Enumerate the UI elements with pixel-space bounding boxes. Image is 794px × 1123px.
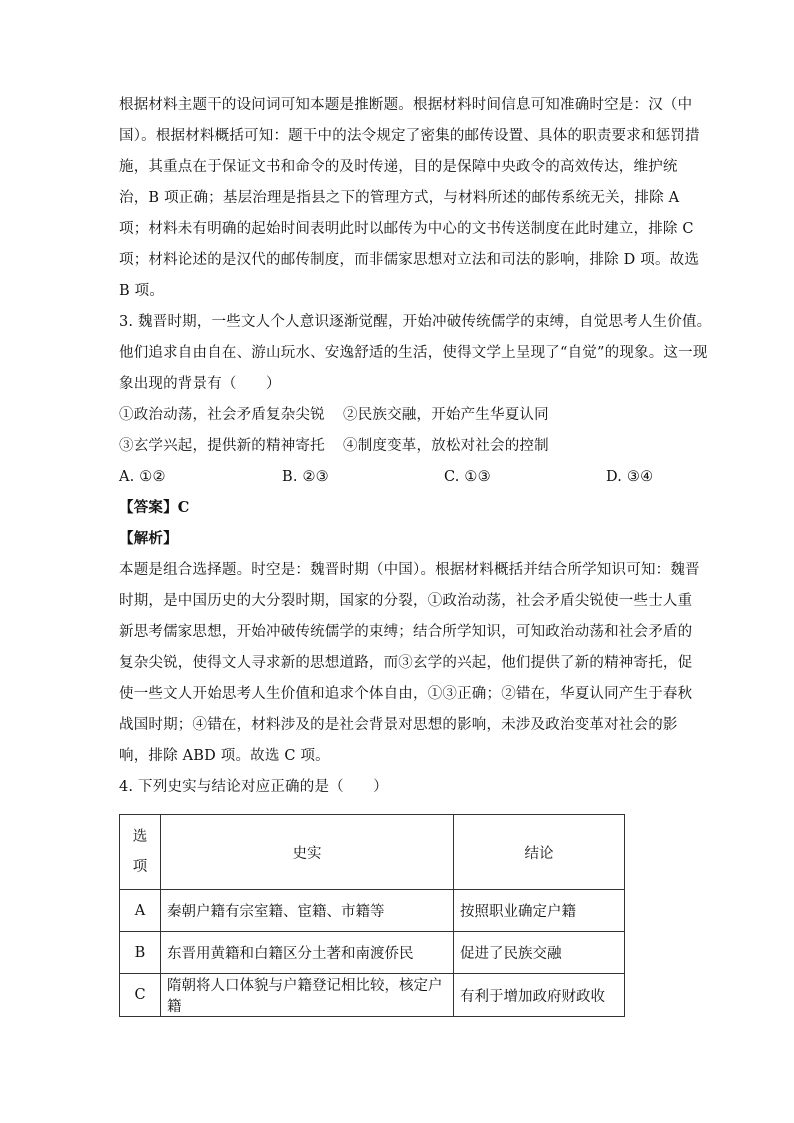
question-stem: 4. 下列史实与结论对应正确的是（ ） bbox=[119, 779, 388, 795]
cell-conclusion: 促进了民族交融 bbox=[454, 932, 625, 974]
table-row bbox=[120, 974, 625, 1017]
analysis-line: 本题是组合选择题。时空是：魏晋时期（中国）。根据材料概括并结合所学知识可知：魏晋 bbox=[119, 562, 700, 578]
cell-fact: 秦朝户籍有宗室籍、宦籍、市籍等 bbox=[161, 890, 454, 932]
cell-conclusion: 按照职业确定户籍 bbox=[454, 890, 625, 932]
table-row bbox=[120, 932, 625, 974]
header-option: 选 项 bbox=[120, 815, 161, 890]
text-line: B 项。 bbox=[119, 283, 165, 299]
option-a: A. ①② bbox=[119, 469, 166, 485]
facts-conclusions-table bbox=[119, 814, 625, 1017]
analysis-line: 时期，是中国历史的大分裂时期，国家的分裂，①政治动荡，社会矛盾尖锐使一些士人重 bbox=[119, 593, 693, 609]
option-b: B. ②③ bbox=[282, 469, 329, 485]
text-line: 根据材料主题干的设问词可知本题是推断题。根据材料时间信息可知准确时空是：汉（中 bbox=[119, 97, 693, 113]
analysis-line: 复杂尖锐，使得文人寻求新的思想道路，而③玄学的兴起，他们提供了新的精神寄托，促 bbox=[119, 655, 693, 671]
text-line: 项；材料论述的是汉代的邮传制度，而非儒家思想对立法和司法的影响，排除 D 项。故选 bbox=[119, 252, 700, 268]
text-line: 治，B 项正确；基层治理是指县之下的管理方式，与材料所述的邮传系统无关，排除 A bbox=[119, 190, 680, 206]
cell-fact: 隋朝将人口体貌与户籍登记相比较，核定户籍 bbox=[161, 974, 454, 1017]
cell-option: B bbox=[120, 932, 161, 974]
question-stem: 象出现的背景有（ ） bbox=[119, 376, 281, 392]
table-row bbox=[120, 890, 625, 932]
text-line: 施，其重点在于保证文书和命令的及时传递，目的是保障中央政令的高效传达，维护统 bbox=[119, 159, 678, 175]
question-stem: 3. 魏晋时期，一些文人个人意识逐渐觉醒，开始冲破传统儒学的束缚，自觉思考人生价值。 bbox=[119, 314, 712, 330]
analysis-line: 新思考儒家思想，开始冲破传统儒学的束缚；结合所学知识，可知政治动荡和社会矛盾的 bbox=[119, 624, 693, 640]
item-2: ②民族交融，开始产生华夏认同 bbox=[343, 407, 549, 423]
item-3: ③玄学兴起，提供新的精神寄托 bbox=[119, 438, 325, 454]
table-header-row bbox=[120, 815, 625, 890]
answer: 【答案】C bbox=[119, 499, 190, 516]
cell-option: C bbox=[120, 974, 161, 1017]
item-4: ④制度变革，放松对社会的控制 bbox=[343, 438, 549, 454]
cell-conclusion: 有利于增加政府财政收 bbox=[454, 974, 625, 1017]
text-line: 项；材料未有明确的起始时间表明此时以邮传为中心的文书传送制度在此时建立，排除 C bbox=[119, 221, 694, 237]
analysis-line: 响，排除 ABD 项。故选 C 项。 bbox=[119, 748, 330, 764]
analysis-line: 使一些文人开始思考人生价值和追求个体自由，①③正确；②错在，华夏认同产生于春秋 bbox=[119, 686, 693, 702]
header-conclusion: 结论 bbox=[454, 815, 625, 890]
option-d: D. ③④ bbox=[606, 469, 654, 485]
item-1: ①政治动荡，社会矛盾复杂尖锐 bbox=[119, 407, 325, 423]
cell-option: A bbox=[120, 890, 161, 932]
analysis-line: 战国时期；④错在，材料涉及的是社会背景对思想的影响，未涉及政治变革对社会的影 bbox=[119, 717, 678, 733]
analysis-title: 【解析】 bbox=[119, 530, 178, 547]
text-line: 国）。根据材料概括可知：题干中的法令规定了密集的邮传设置、具体的职责要求和惩罚措 bbox=[119, 128, 700, 144]
cell-fact: 东晋用黄籍和白籍区分土著和南渡侨民 bbox=[161, 932, 454, 974]
option-c: C. ①③ bbox=[444, 469, 491, 485]
header-fact: 史实 bbox=[161, 815, 454, 890]
question-stem: 他们追求自由自在、游山玩水、安逸舒适的生活，使得文学上呈现了“自觉”的现象。这一现 bbox=[119, 345, 708, 361]
